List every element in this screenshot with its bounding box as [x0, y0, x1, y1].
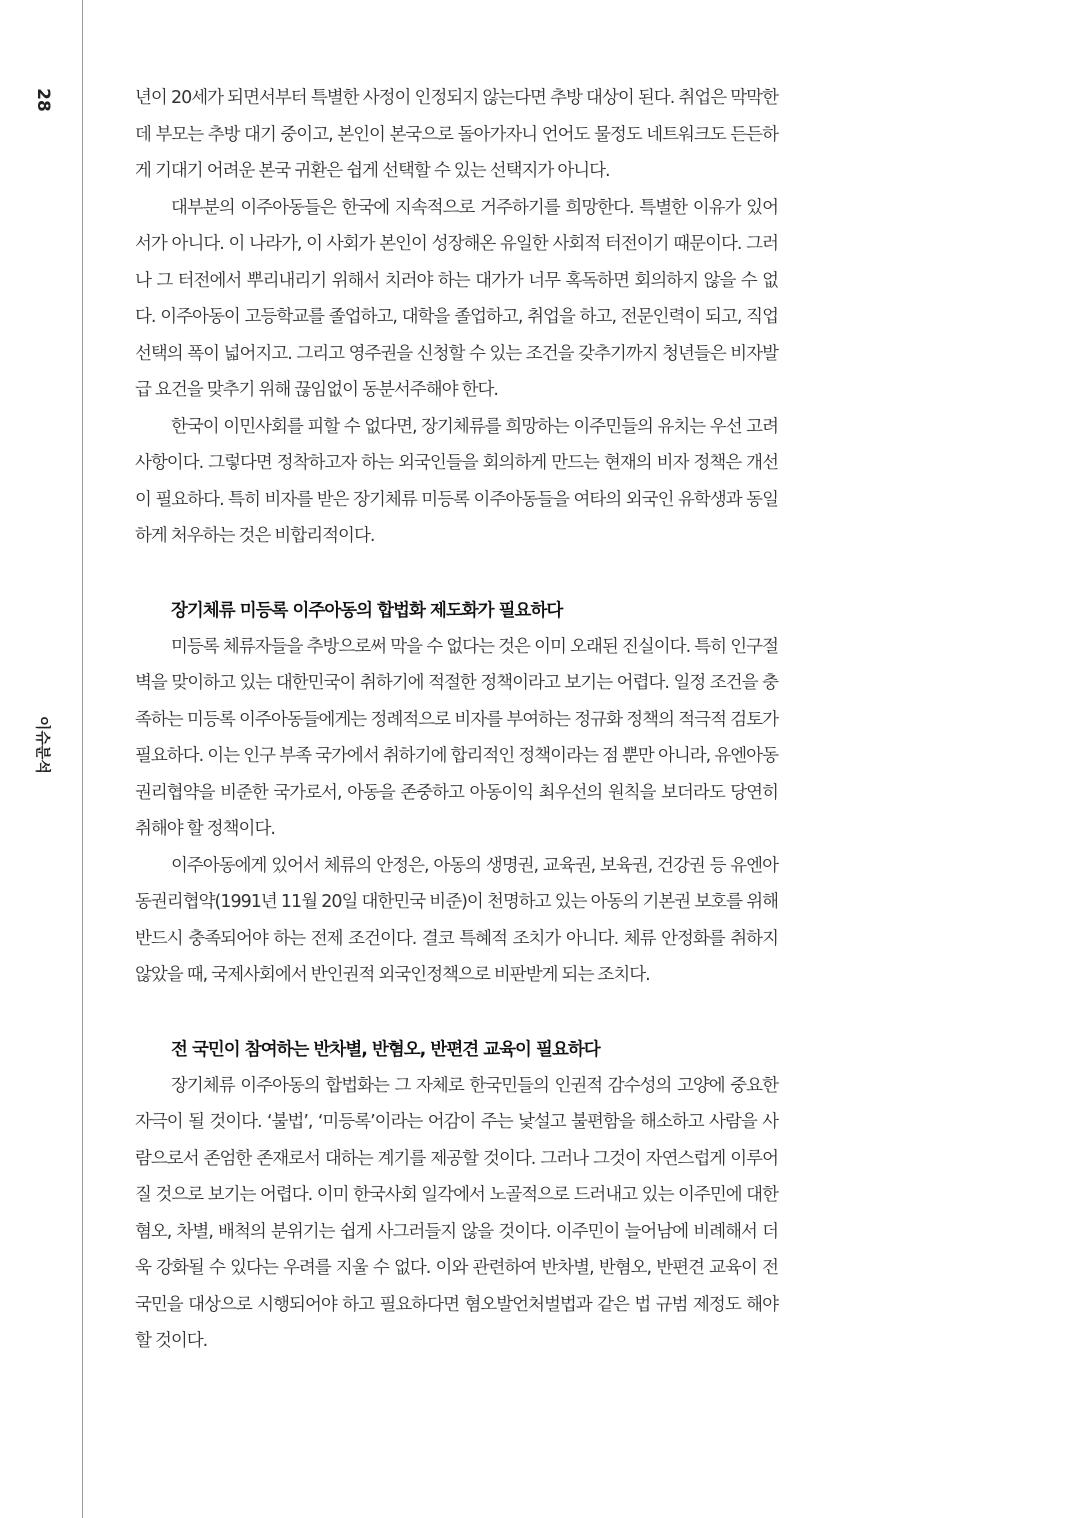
- section-heading: 전 국민이 참여하는 반차별, 반혐오, 반편견 교육이 필요하다: [171, 1039, 600, 1060]
- paragraph: 한국이 이민사회를 피할 수 없다면, 장기체류를 희망하는 이주민들의 유치는 우선 고려사항이다. 그렇다면 정착하고자 하는 외국인들을 회의하게 만드는 현재의 비자 정책은 개선이 필요하다. 특히 비자를 받은 장기체류 미등록 이주아동들을 여타의 외국인 유학생과 동일하게 처우하는 것은 비합리적이다.: [135, 416, 778, 546]
- paragraph: 장기체류 이주아동의 합법화는 그 자체로 한국민들의 인권적 감수성의 고양에 중요한 자극이 될 것이다. ‘불법’, ‘미등록’이라는 어감이 주는 낯설고 불편함을 해소하고 사람을 사람으로서 존엄한 존재로서 대하는 계기를 제공할 것이다. 그러나 그것이 자연스럽게 이루어질 것으로 보기는 어렵다. 이미 한국사회 일각에서 노골적으로 드러내고 있는 이주민에 대한 혐오, 차별, 배척의 분위기는 쉽게 사그러들지 않을 것이다. 이주민이 늘어남에 비례해서 더욱 강화될 수 있다는 우려를 지울 수 없다. 이와 관련하여 반차별, 반혐오, 반편견 교육이 전 국민을 대상으로 시행되어야 하고 필요하다면 혐오발언처벌법과 같은 법 규범 제정도 해야 할 것이다.: [135, 1075, 778, 1351]
- paragraph: 년이 20세가 되면서부터 특별한 사정이 인정되지 않는다면 추방 대상이 된다. 취업은 막막한데 부모는 추방 대기 중이고, 본인이 본국으로 돌아가자니 언어도 물정도 네트워크도 든든하게 기대기 어려운 본국 귀환은 쉽게 선택할 수 있는 선택지가 아니다.: [135, 88, 778, 181]
- running-head: 이슈분석: [34, 716, 52, 774]
- page-number: 28: [33, 88, 53, 112]
- article-body: [135, 80, 778, 1360]
- paragraph: 미등록 체류자들을 추방으로써 막을 수 없다는 것은 이미 오래된 진실이다. 특히 인구절벽을 맞이하고 있는 대한민국이 취하기에 적절한 정책이라고 보기는 어렵다. 일정 조건을 충족하는 미등록 이주아동들에게는 정례적으로 비자를 부여하는 정규화 정책의 적극적 검토가 필요하다. 이는 인구 부족 국가에서 취하기에 합리적인 정책이라는 점 뿐만 아니라, 유엔아동권리협약을 비준한 국가로서, 아동을 존중하고 아동이익 최우선의 원칙을 보더라도 당연히 취해야 할 정책이다.: [135, 636, 778, 839]
- section-heading: 장기체류 미등록 이주아동의 합법화 제도화가 필요하다: [171, 600, 563, 621]
- paragraph: 대부분의 이주아동들은 한국에 지속적으로 거주하기를 희망한다. 특별한 이유가 있어서가 아니다. 이 나라가, 이 사회가 본인이 성장해온 유일한 사회적 터전이기 때문이다. 그러나 그 터전에서 뿌리내리기 위해서 치러야 하는 대가가 너무 혹독하면 회의하지 않을 수 없다. 이주아동이 고등학교를 졸업하고, 대학을 졸업하고, 취업을 하고, 전문인력이 되고, 직업 선택의 폭이 넓어지고. 그리고 영주권을 신청할 수 있는 조건을 갖추기까지 청년들은 비자발급 요건을 맞추기 위해 끊임없이 동분서주해야 한다.: [135, 197, 778, 400]
- margin-rule: [82, 0, 83, 1518]
- paragraph: 이주아동에게 있어서 체류의 안정은, 아동의 생명권, 교육권, 보육권, 건강권 등 유엔아동권리협약(1991년 11월 20일 대한민국 비준)이 천명하고 있는 아동의 기본권 보호를 위해 반드시 충족되어야 하는 전제 조건이다. 결코 특혜적 조치가 아니다. 체류 안정화를 취하지 않았을 때, 국제사회에서 반인권적 외국인정책으로 비판받게 되는 조치다.: [135, 855, 778, 985]
